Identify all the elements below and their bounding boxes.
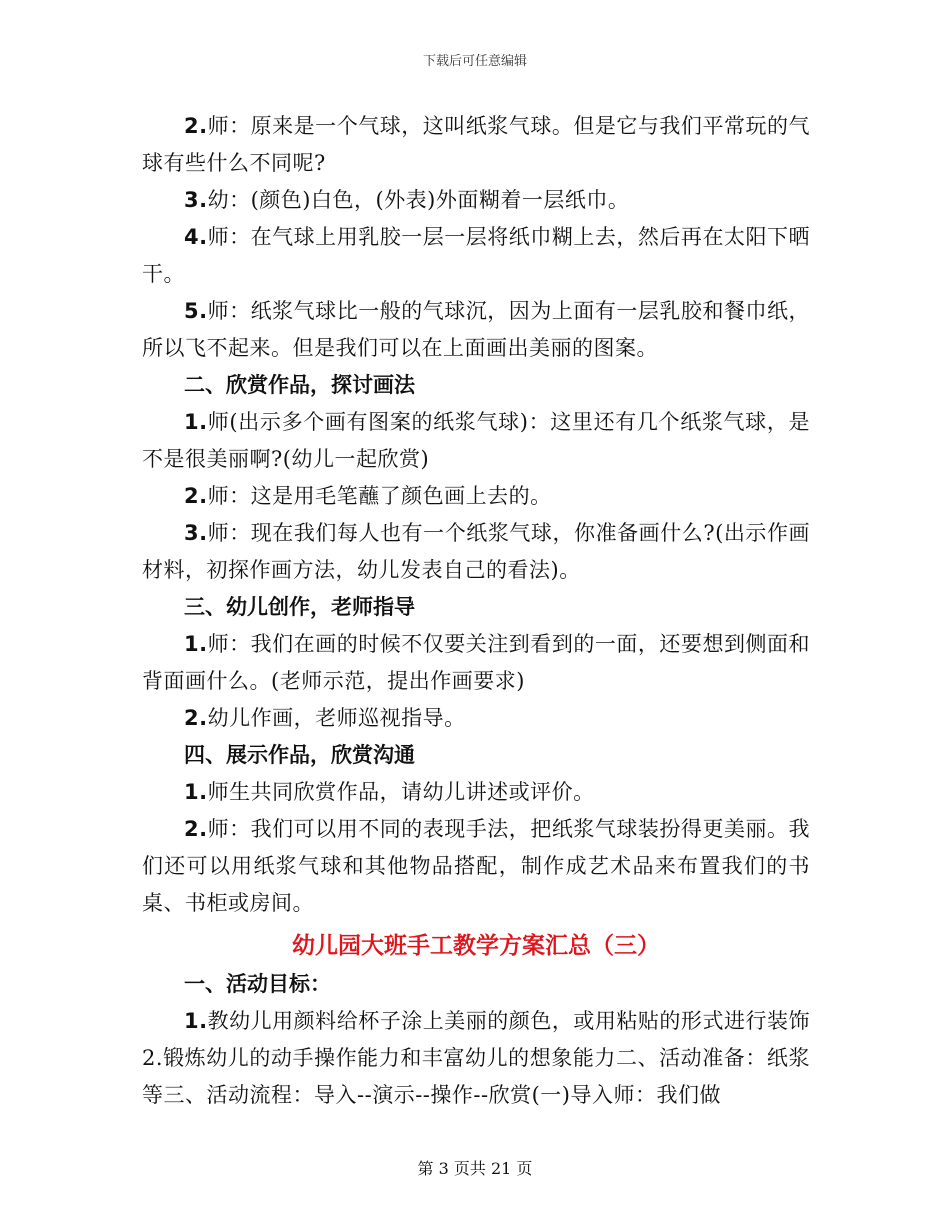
document-section-title: 幼儿园大班手工教学方案汇总（三） [292,933,660,959]
paragraph: 2.师：我们可以用不同的表现手法，把纸浆气球装扮得更美丽。我们还可以用纸浆气球和其他物品搭配，制作成艺术品来布置我们的书桌、书柜或房间。 [142,817,810,915]
paragraph: 1.教幼儿用颜料给杯子涂上美丽的颜色，或用粘贴的形式进行装饰2.锻炼幼儿的动手操作能力和丰富幼儿的想象能力二、活动准备：纸浆等三、活动流程：导入--演示--操作--欣赏(一)导入师：我们做 [142,1009,810,1107]
paragraph: 3.幼：(颜色)白色，(外表)外面糊着一层纸巾。 [184,188,630,212]
paragraph: 2.师：这是用毛笔蘸了颜色画上去的。 [184,484,552,508]
document-body [142,108,810,1114]
page-header: 下载后可任意编辑 [422,54,527,69]
paragraph: 2.师：原来是一个气球，这叫纸浆气球。但是它与我们平常玩的气球有些什么不同呢? [142,114,810,175]
page-footer: 第 3 页共 21 页 [417,1159,533,1178]
paragraph: 3.师：现在我们每人也有一个纸浆气球，你准备画什么?(出示作画材料，初探作画方法，幼儿发表自己的看法)。 [142,521,810,582]
section-heading: 一、活动目标： [184,972,331,996]
paragraph: 1.师：我们在画的时候不仅要关注到看到的一面，还要想到侧面和背面画什么。(老师示范，提出作画要求) [142,632,810,693]
paragraph: 5.师：纸浆气球比一般的气球沉，因为上面有一层乳胶和餐巾纸，所以飞不起来。但是我们可以在上面画出美丽的图案。 [142,299,810,360]
paragraph: 1.师(出示多个画有图案的纸浆气球)：这里还有几个纸浆气球，是不是很美丽啊?(幼儿一起欣赏) [142,410,810,471]
section-heading: 二、欣赏作品，探讨画法 [184,373,415,397]
paragraph: 1.师生共同欣赏作品，请幼儿讲述或评价。 [184,780,595,804]
paragraph: 2.幼儿作画，老师巡视指导。 [184,706,466,730]
section-heading: 三、幼儿创作，老师指导 [184,595,415,619]
paragraph: 4.师：在气球上用乳胶一层一层将纸巾糊上去，然后再在太阳下晒干。 [142,225,810,286]
section-heading: 四、展示作品，欣赏沟通 [184,743,415,767]
